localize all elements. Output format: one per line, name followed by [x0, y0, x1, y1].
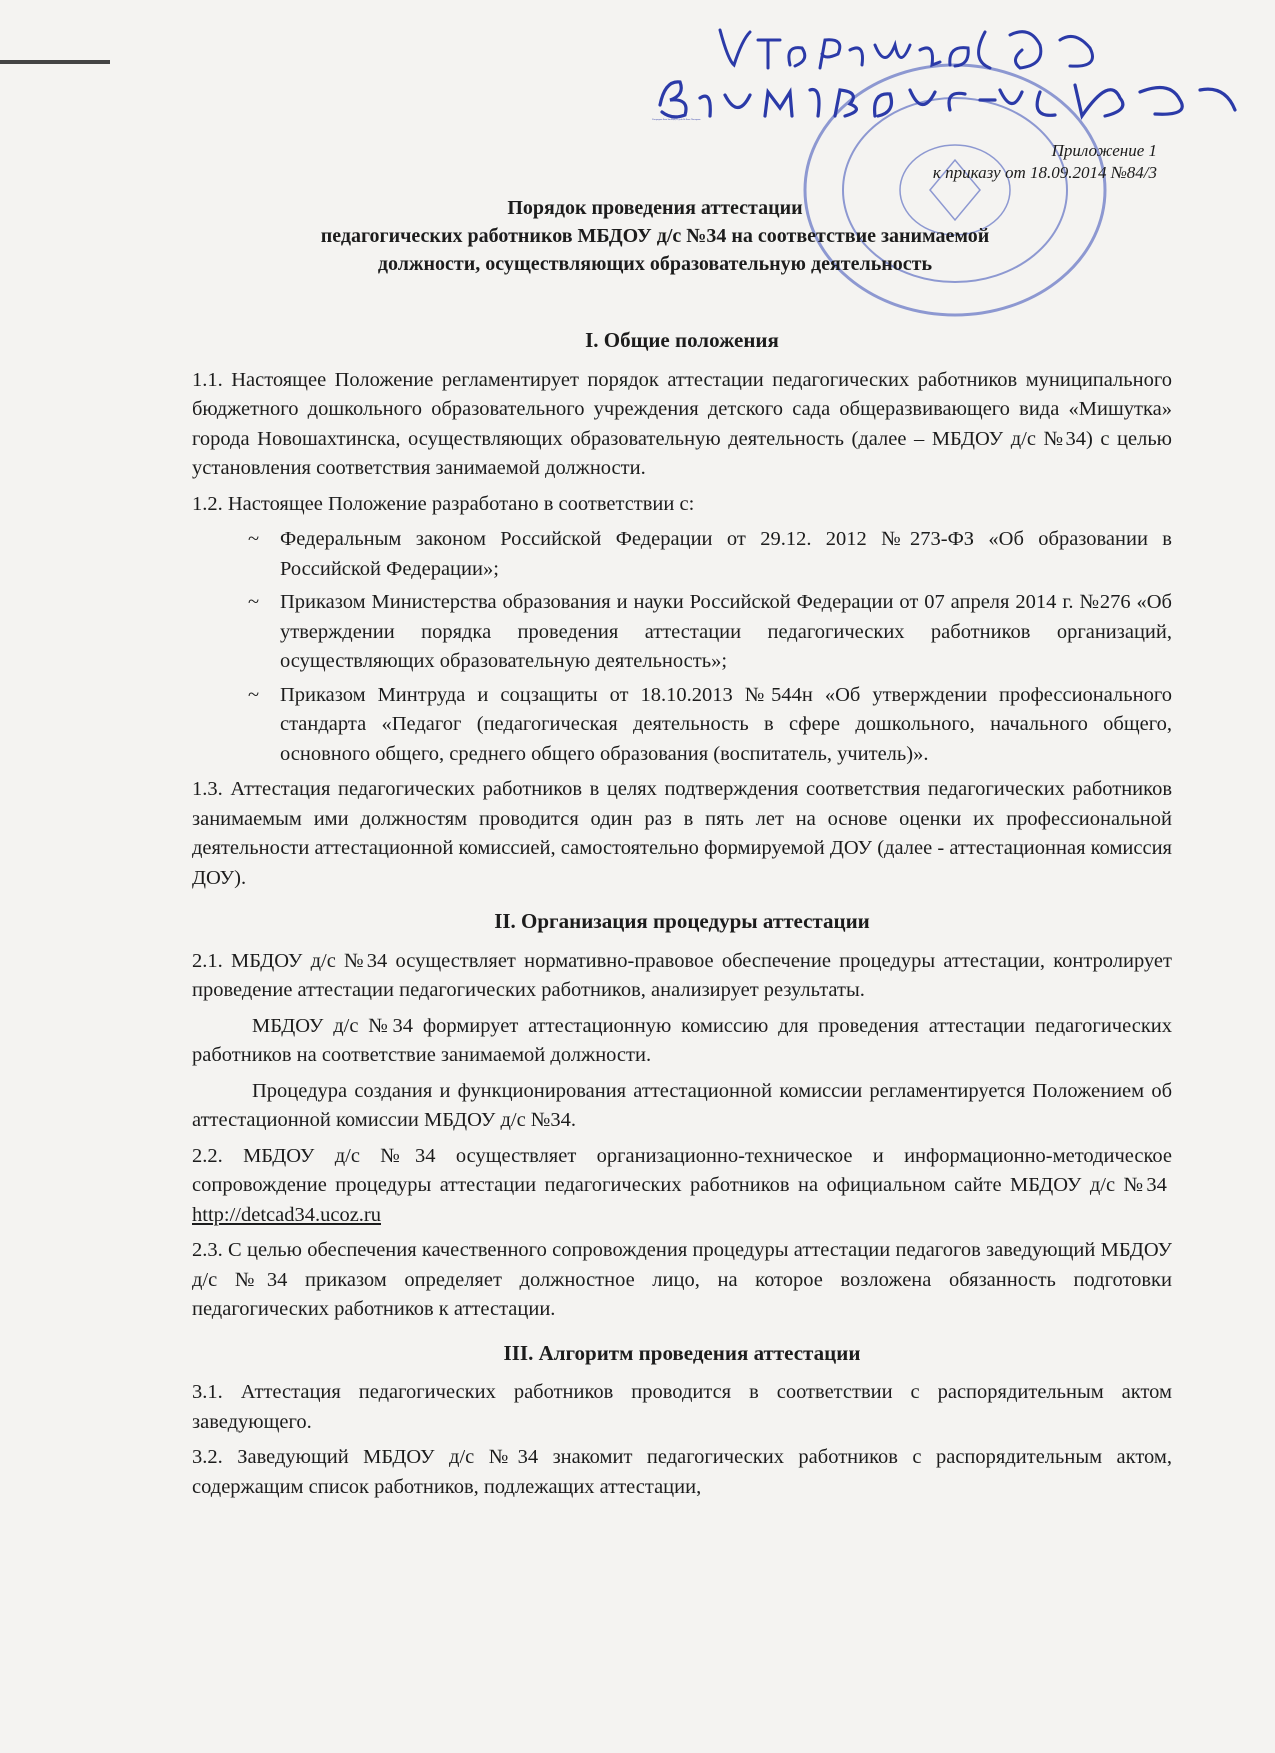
title-line-2: педагогических работников МБДОУ д/с №34 на соответствие занимаемой — [320, 225, 990, 247]
handwriting-text: Утверждаю: Бонч Зав.МБДОУ д/с№34: Бонч /Пончарова — [652, 119, 701, 121]
section-3-heading: III. Алгоритм проведения аттестации — [503, 1340, 861, 1365]
legal-basis-list — [192, 525, 1172, 769]
paragraph-2-2-text: 2.2. МБДОУ д/с №34 осуществляет организационно-техническое и информационно-методическое сопровождение процедуры аттестации педагогических работников на официальном сайте МБДОУ д/с №34 — [192, 1144, 1172, 1196]
section-2-heading: II. Организация процедуры аттестации — [494, 909, 870, 933]
annex-line-2: к приказу от 18.09.2014 №84/3 — [932, 163, 1157, 182]
website-link[interactable]: http://detcad34.ucoz.ru — [192, 1203, 381, 1226]
list-item: ~ Федеральным законом Российской Федерации от 29.12. 2012 №273-ФЗ «Об образовании в Российской Федерации»; — [248, 525, 1172, 584]
list-item: ~ Приказом Минтруда и соцзащиты от 18.10.2013 №544н «Об утверждении профессионального стандарта «Педагог (педагогическая деятельность в сфере дошкольного, начального общего, основного общего, среднего общего образования (воспитатель, учитель)». — [248, 681, 1172, 770]
handwritten-approval — [650, 20, 1250, 130]
paragraph-3-2: 3.2. Заведующий МБДОУ д/с №34 знакомит педагогических работников с распорядительным актом, содержащим список работников, подлежащих аттестации, — [192, 1446, 1172, 1498]
paragraph-1-2: 1.2. Настоящее Положение разработано в соответствии с: — [192, 492, 695, 515]
paragraph-1-3: 1.3. Аттестация педагогических работников в целях подтверждения соответствия педагогических работников занимаемым ими должностям проводится один раз в пять лет на основе оценки их профессиональной деятельности аттестационной комиссией, самостоятельно формируемой ДОУ (далее - аттестационная комиссия ДОУ). — [192, 778, 1172, 889]
paragraph-3-1: 3.1. Аттестация педагогических работников проводится в соответствии с распорядительным актом заведующего. — [192, 1381, 1172, 1433]
paragraph-2-1c: Процедура создания и функционирования аттестационной комиссии регламентируется Положением об аттестационной комиссии МБДОУ д/с №34. — [192, 1079, 1172, 1131]
scan-mark — [0, 60, 110, 64]
paragraph-2-3: 2.3. С целью обеспечения качественного сопровождения процедуры аттестации педагогов заведующий МБДОУ д/с №34 приказом определяет должностное лицо, на которое возложена обязанность подготовки педагогических работников к аттестации. — [192, 1239, 1172, 1320]
title-line-3: должности, осуществляющих образовательную деятельность — [377, 253, 933, 275]
list-item: ~ Приказом Министерства образования и науки Российской Федерации от 07 апреля 2014 г. №276 «Об утверждении порядка проведения аттестации педагогических работников организаций, осуществляющих образовательную деятельность»; — [248, 588, 1172, 677]
paragraph-1-1: 1.1. Настоящее Положение регламентирует порядок аттестации педагогических работников муниципального бюджетного дошкольного образовательного учреждения детского сада общеразвивающего вида «Мишутка» города Новошахтинска, осуществляющих образовательную деятельность (далее – МБДОУ д/с №34) с целью установления соответствия занимаемой должности. — [192, 368, 1172, 479]
paragraph-2-2 — [192, 1142, 1172, 1231]
annex-reference — [933, 140, 1157, 184]
title-line-1: Порядок проведения аттестации — [507, 197, 803, 219]
section-1-heading: I. Общие положения — [585, 328, 779, 352]
paragraph-2-1b: МБДОУ д/с №34 формирует аттестационную комиссию для проведения аттестации педагогических работников на соответствие занимаемой должности. — [192, 1014, 1172, 1066]
document-body — [192, 312, 1172, 1508]
paragraph-2-1: 2.1. МБДОУ д/с №34 осуществляет нормативно-правовое обеспечение процедуры аттестации, контролирует проведение аттестации педагогических работников, анализирует результаты. — [192, 949, 1172, 1001]
document-title — [190, 194, 1120, 278]
annex-line-1: Приложение 1 — [1051, 141, 1157, 160]
